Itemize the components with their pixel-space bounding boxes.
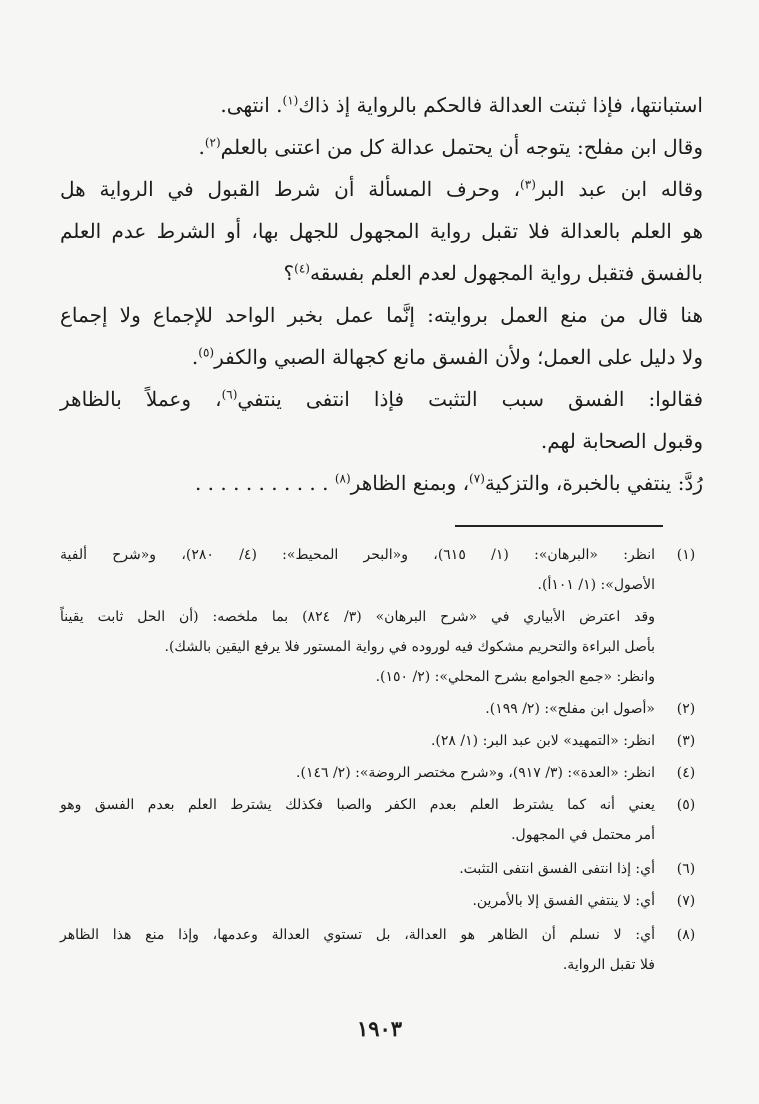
main-line: بالفسق فتقبل رواية المجهول لعدم العلم بفسقه$^{(٤)}$؟ (283, 261, 703, 285)
main-line: هنا قال من منع العمل بروايته: إنَّما عمل بخبر الواحد للإجماع ولا إجماع (60, 303, 703, 327)
footnote-number: (٦) (676, 861, 696, 877)
footnote-line (60, 602, 703, 632)
footnote-text: بأصل البراءة والتحريم مشكوك فيه لوروده في رواية المستور فلا يرفع اليقين بالشك). (164, 639, 655, 655)
footnote-line (60, 886, 703, 916)
footnote-number: (٥) (676, 797, 696, 813)
main-line: وقبول الصحابة لهم. (540, 429, 703, 453)
main-line: وقال ابن مفلح: يتوجه أن يحتمل عدالة كل من اعتنى بالعلم$^{(٢)}$. (198, 135, 703, 159)
footnote-text: يعني أنه كما يشترط العلم بعدم الكفر والصبا فكذلك يشترط العلم بعدم الفسق وهو (60, 797, 655, 813)
footnote-line (60, 790, 703, 820)
footnote-text: الأصول»: (١/ ١٠١أ). (537, 577, 655, 593)
footnote-line (60, 570, 703, 600)
footnote-marker[interactable]: (٣) (520, 177, 536, 192)
footnote-line (60, 694, 703, 724)
footnote-number: (٢) (676, 701, 696, 717)
main-line: ولا دليل على العمل؛ ولأن الفسق مانع كجهالة الصبي والكفر$^{(٥)}$. (191, 345, 703, 369)
footnote-text: «أصول ابن مفلح»: (٢/ ١٩٩). (485, 701, 655, 717)
footnote-text: انظر: «البرهان»: (١/ ٦١٥)، و«البحر المحيط»: (٤/ ٢٨٠)، و«شرح ألفية (60, 547, 655, 563)
footnote-separator (455, 525, 663, 527)
footnote-marker[interactable]: (٧) (469, 471, 485, 486)
footnote-number: (٤) (676, 765, 696, 781)
footnote-text: أي: لا ينتفي الفسق إلا بالأمرين. (472, 893, 655, 909)
footnote-marker[interactable]: (١) (282, 93, 299, 108)
footnote-line (60, 726, 703, 756)
footnote-line (60, 758, 703, 788)
footnote-line (60, 950, 703, 980)
footnote-text: أي: لا نسلم أن الظاهر هو العدالة، بل تستوي العدالة وعدمها، وإذا منع هذا الظاهر (60, 927, 655, 943)
footnote-line (60, 854, 703, 884)
footnote-line (60, 662, 703, 692)
footnote-number: (٨) (676, 927, 696, 943)
footnote-marker[interactable]: (٢) (204, 135, 221, 150)
footnote-marker[interactable]: (٦) (221, 387, 238, 402)
footnote-marker[interactable]: (٤) (294, 261, 310, 276)
footnote-line (60, 632, 703, 662)
footnote-number: (١) (676, 547, 696, 563)
footnote-text: وانظر: «جمع الجوامع بشرح المحلي»: (٢/ ١٥٠). (375, 669, 655, 685)
page-number: ١٩٠٣ (356, 1016, 403, 1041)
footnote-text: فلا تقبل الرواية. (562, 957, 655, 973)
footnote-text: انظر: «العدة»: (٣/ ٩١٧)، و«شرح مختصر الروضة»: (٢/ ١٤٦). (296, 765, 655, 781)
footnote-text: وقد اعترض الأبياري في «شرح البرهان» (٣/ ٨٢٤) بما ملخصه: (أن الحل ثابت يقيناً (60, 609, 655, 625)
footnote-text: أي: إذا انتفى الفسق انتفى التثبت. (459, 861, 655, 877)
continuation-dots: . . . . . . . . . . . (194, 471, 335, 495)
footnote-line (60, 920, 703, 950)
main-line: رُدَّ: ينتفي بالخبرة، والتزكية$^{(٧)}$، وبمنع الظاهر$^{(٨)}$ . . . . . . . . . . . (194, 471, 703, 495)
footnote-text: انظر: «التمهيد» لابن عبد البر: (١/ ٢٨). (430, 733, 655, 749)
footnote-marker[interactable]: (٥) (198, 345, 215, 360)
main-line: هو العلم بالعدالة فلا تقبل رواية المجهول للجهل بها، أو الشرط عدم العلم (60, 219, 703, 243)
main-line: فقالوا: الفسق سبب التثبت فإذا انتفى ينتفي$^{(٦)}$، وعملاً بالظاهر (60, 387, 703, 411)
footnote-number: (٣) (676, 733, 696, 749)
footnote-number: (٧) (676, 893, 696, 909)
main-line: استبانتها، فإذا ثبتت العدالة فالحكم بالرواية إذ ذاك$^{(١)}$. انتهى. (220, 93, 703, 117)
footnote-line (60, 820, 703, 850)
footnote-marker[interactable]: (٨) (334, 471, 351, 486)
main-line: وقاله ابن عبد البر$^{(٣)}$، وحرف المسألة أن شرط القبول في الرواية هل (60, 177, 703, 201)
footnote-line (60, 540, 703, 570)
footnote-text: أمر محتمل في المجهول. (511, 827, 655, 843)
